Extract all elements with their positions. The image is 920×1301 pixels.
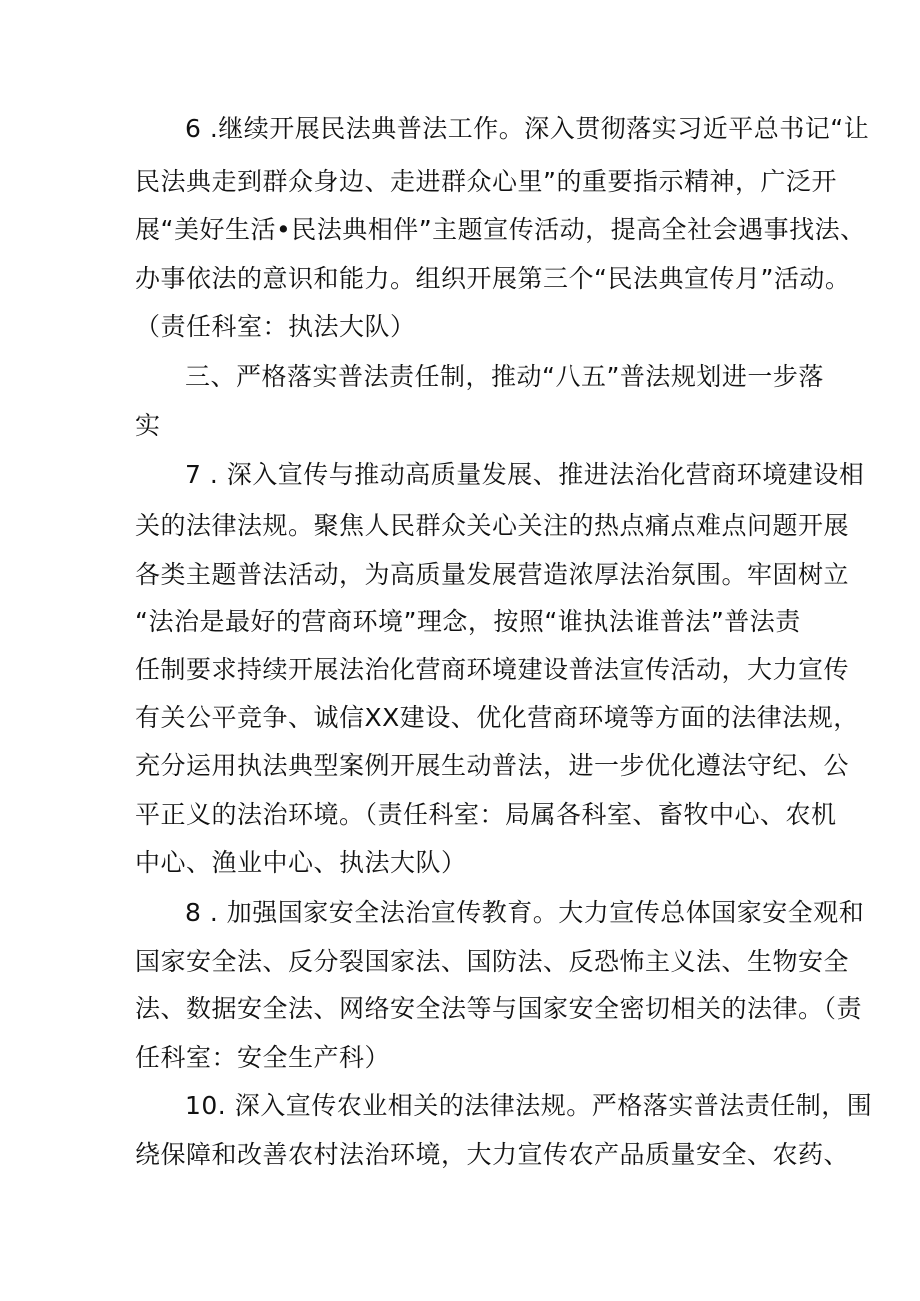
paragraph-6-line-2: 民法典走到群众身边、走进群众心里”的重要指示精神，广泛开 bbox=[135, 167, 837, 196]
paragraph-7-line-4: “法治是最好的营商环境”理念，按照“谁执法谁普法”普法责 bbox=[135, 607, 801, 636]
paragraph-7-line-2: 关的法律法规。聚焦人民群众关心关注的热点痛点难点问题开展 bbox=[135, 511, 850, 540]
paragraph-6-line-1: 6 .继续开展民法典普法工作。深入贯彻落实习近平总书记“让 bbox=[185, 114, 870, 143]
paragraph-7-line-9: 中心、渔业中心、执法大队） bbox=[135, 848, 467, 877]
section-3-heading-line-2: 实 bbox=[135, 411, 161, 440]
paragraph-8-line-2: 国家安全法、反分裂国家法、国防法、反恐怖主义法、生物安全 bbox=[135, 947, 850, 976]
paragraph-7-line-8: 平正义的法治环境。（责任科室：局属各科室、畜牧中心、农机 bbox=[135, 800, 837, 829]
paragraph-8-line-1: 8 . 加强国家安全法治宣传教育。大力宣传总体国家安全观和 bbox=[185, 898, 865, 927]
paragraph-8-line-3: 法、数据安全法、网络安全法等与国家安全密切相关的法律。（责 bbox=[135, 994, 863, 1023]
paragraph-7-line-5: 任制要求持续开展法治化营商环境建设普法宣传活动，大力宣传 bbox=[135, 655, 850, 684]
section-3-heading-line-1: 三、严格落实普法责任制，推动“八五”普法规划进一步落 bbox=[185, 362, 824, 391]
paragraph-8-line-4: 任科室：安全生产科） bbox=[135, 1043, 391, 1072]
paragraph-7-line-7: 充分运用执法典型案例开展生动普法，进一步优化遵法守纪、公 bbox=[135, 751, 850, 780]
paragraph-6-line-4: 办事依法的意识和能力。组织开展第三个“民法典宣传月”活动。 bbox=[135, 264, 851, 293]
paragraph-6-line-5: （责任科室：执法大队） bbox=[135, 312, 416, 341]
paragraph-7-line-6: 有关公平竞争、诚信XX建设、优化营商环境等方面的法律法规， bbox=[135, 703, 859, 732]
paragraph-6-line-3: 展“美好生活•民法典相伴”主题宣传活动，提高全社会遇事找法、 bbox=[135, 215, 866, 244]
paragraph-10-line-2: 绕保障和改善农村法治环境，大力宣传农产品质量安全、农药、 bbox=[135, 1140, 850, 1169]
paragraph-10-line-1: 10. 深入宣传农业相关的法律法规。严格落实普法责任制，围 bbox=[185, 1091, 873, 1120]
paragraph-7-line-1: 7 . 深入宣传与推动高质量发展、推进法治化营商环境建设相 bbox=[185, 460, 865, 489]
paragraph-7-line-3: 各类主题普法活动，为高质量发展营造浓厚法治氛围。牢固树立 bbox=[135, 560, 850, 589]
